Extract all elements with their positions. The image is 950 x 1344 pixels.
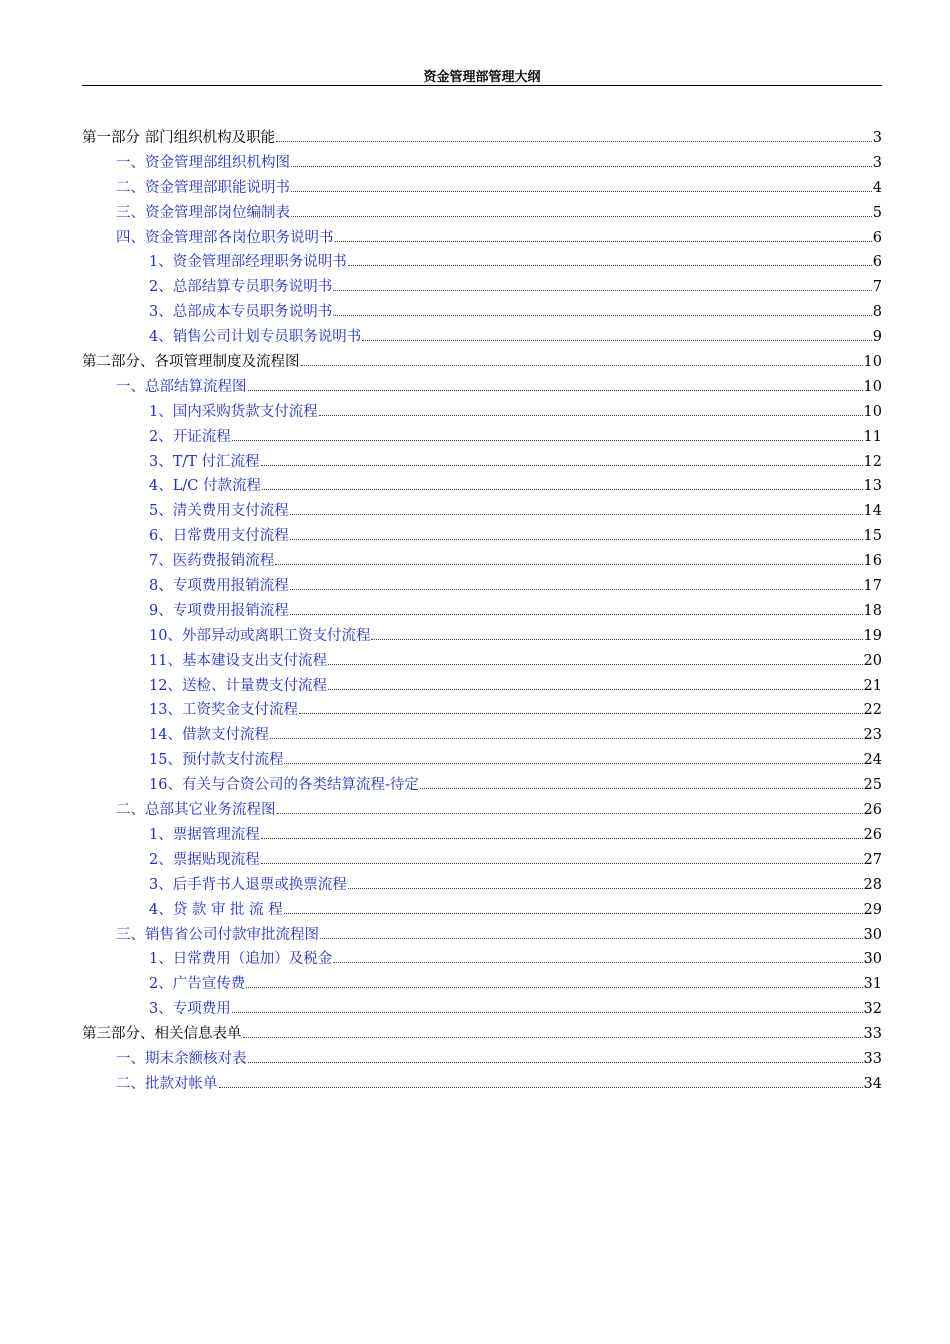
toc-entry[interactable] (82, 226, 882, 251)
toc-entry[interactable] (82, 1047, 882, 1072)
toc-entry[interactable] (82, 649, 882, 674)
table-of-contents (82, 126, 882, 1097)
toc-page-number: 11 (863, 428, 882, 445)
toc-entry-label: 四、资金管理部各岗位职务说明书 (116, 229, 334, 246)
toc-page-number: 10 (863, 403, 882, 420)
toc-page-number: 16 (863, 553, 882, 570)
toc-dot-leader (290, 514, 863, 515)
page-header-title: 资金管理部管理大纲 (423, 70, 541, 85)
toc-dot-leader (291, 191, 872, 192)
toc-entry[interactable] (82, 201, 882, 226)
header-divider (82, 85, 882, 86)
toc-page-number: 10 (863, 378, 882, 395)
toc-dot-leader (276, 141, 872, 142)
toc-page-number: 30 (863, 951, 882, 968)
toc-entry-label: 第一部分 部门组织机构及职能 (82, 130, 276, 146)
toc-entry-label: 第二部分、各项管理制度及流程图 (82, 354, 300, 371)
toc-dot-leader (248, 390, 863, 391)
toc-entry[interactable] (82, 997, 882, 1022)
toc-dot-leader (290, 614, 863, 615)
toc-entry[interactable] (82, 624, 882, 649)
toc-page-number: 31 (863, 976, 882, 993)
toc-dot-leader (319, 415, 863, 416)
toc-entry[interactable] (82, 325, 882, 350)
toc-dot-leader (262, 489, 863, 490)
toc-page-number: 6 (872, 254, 882, 271)
toc-entry[interactable] (82, 947, 882, 972)
toc-dot-leader (261, 863, 863, 864)
toc-entry-label: 3、后手背书人退票或换票流程 (149, 876, 347, 893)
toc-page-number: 34 (863, 1075, 882, 1092)
toc-entry[interactable] (82, 823, 882, 848)
toc-entry-label: 二、批款对帐单 (116, 1075, 218, 1092)
toc-dot-leader (333, 290, 872, 291)
toc-page-number: 26 (863, 802, 882, 819)
toc-page-number: 29 (863, 901, 882, 918)
toc-entry-label: 4、L/C 付款流程 (149, 478, 261, 495)
toc-entry-label: 一、资金管理部组织机构图 (116, 154, 290, 171)
toc-dot-leader (348, 888, 863, 889)
toc-entry-label: 二、资金管理部职能说明书 (116, 179, 290, 196)
toc-entry[interactable] (82, 250, 882, 275)
toc-entry-label: 16、有关与合资公司的各类结算流程-待定 (149, 777, 419, 794)
toc-entry-label: 2、广告宣传费 (149, 976, 246, 993)
toc-page-number: 26 (863, 826, 882, 843)
toc-entry-label: 14、借款支付流程 (149, 727, 269, 744)
toc-entry[interactable] (82, 698, 882, 723)
toc-entry-label: 15、预付款支付流程 (149, 752, 284, 769)
toc-entry[interactable] (82, 574, 882, 599)
toc-entry-label: 三、资金管理部岗位编制表 (116, 204, 290, 221)
toc-page-number: 25 (863, 777, 882, 794)
toc-entry-label: 3、T/T 付汇流程 (149, 453, 260, 470)
toc-dot-leader (371, 639, 862, 640)
toc-page-number: 28 (863, 876, 882, 893)
toc-entry-label: 一、总部结算流程图 (116, 378, 247, 395)
toc-entry[interactable] (82, 748, 882, 773)
toc-entry[interactable] (82, 524, 882, 549)
toc-dot-leader (328, 664, 863, 665)
toc-page-number: 17 (863, 578, 882, 595)
toc-dot-leader (420, 788, 863, 789)
toc-entry[interactable] (82, 549, 882, 574)
toc-entry[interactable] (82, 1022, 882, 1047)
toc-entry[interactable] (82, 499, 882, 524)
toc-dot-leader (219, 1087, 863, 1088)
toc-dot-leader (333, 315, 872, 316)
toc-entry-label: 2、总部结算专员职务说明书 (149, 279, 333, 296)
toc-dot-leader (348, 265, 872, 266)
toc-dot-leader (232, 440, 863, 441)
toc-entry[interactable] (82, 400, 882, 425)
toc-entry[interactable] (82, 798, 882, 823)
toc-entry-label: 12、送检、计量费支付流程 (149, 677, 327, 694)
toc-entry[interactable] (82, 450, 882, 475)
toc-dot-leader (290, 589, 863, 590)
toc-page-number: 7 (872, 279, 882, 296)
toc-page-number: 5 (872, 204, 882, 221)
toc-page-number: 22 (863, 702, 882, 719)
toc-entry-label: 一、期末余额核对表 (116, 1050, 247, 1067)
toc-entry-label: 第三部分、相关信息表单 (82, 1026, 242, 1043)
toc-entry[interactable] (82, 126, 882, 151)
toc-entry-label: 3、总部成本专员职务说明书 (149, 304, 333, 321)
toc-page-number: 24 (863, 752, 882, 769)
toc-entry-label: 二、总部其它业务流程图 (116, 802, 276, 819)
toc-entry-label: 2、票据贴现流程 (149, 851, 260, 868)
toc-page-number: 23 (863, 727, 882, 744)
toc-page-number: 27 (863, 851, 882, 868)
toc-page-number: 15 (863, 528, 882, 545)
toc-entry-label: 1、资金管理部经理职务说明书 (149, 254, 347, 271)
toc-dot-leader (291, 216, 872, 217)
toc-dot-leader (299, 713, 863, 714)
toc-page-number: 10 (863, 354, 882, 371)
toc-entry-label: 1、日常费用（追加）及税金 (149, 951, 333, 968)
toc-dot-leader (261, 838, 863, 839)
toc-entry-label: 1、国内采购货款支付流程 (149, 403, 318, 420)
toc-entry-label: 4、销售公司计划专员职务说明书 (149, 329, 362, 346)
toc-entry[interactable] (82, 350, 882, 375)
toc-page-number: 33 (863, 1026, 882, 1043)
toc-entry[interactable] (82, 375, 882, 400)
toc-entry-label: 1、票据管理流程 (149, 826, 260, 843)
toc-page-number: 20 (863, 652, 882, 669)
toc-page-number: 4 (872, 179, 882, 196)
toc-entry-label: 9、专项费用报销流程 (149, 602, 289, 619)
toc-dot-leader (248, 1062, 863, 1063)
toc-entry[interactable] (82, 972, 882, 997)
toc-dot-leader (291, 166, 872, 167)
toc-entry-label: 5、清关费用支付流程 (149, 503, 289, 520)
toc-entry[interactable] (82, 873, 882, 898)
toc-page-number: 30 (863, 926, 882, 943)
toc-entry[interactable] (82, 151, 882, 176)
toc-page-number: 9 (872, 329, 882, 346)
toc-dot-leader (320, 938, 863, 939)
toc-dot-leader (290, 539, 863, 540)
toc-entry[interactable] (82, 425, 882, 450)
toc-dot-leader (261, 465, 863, 466)
toc-dot-leader (246, 987, 862, 988)
toc-page-number: 8 (872, 304, 882, 321)
toc-entry[interactable] (82, 300, 882, 325)
toc-page-number: 18 (863, 602, 882, 619)
toc-dot-leader (275, 564, 862, 565)
toc-entry[interactable] (82, 599, 882, 624)
toc-page-number: 13 (863, 478, 882, 495)
toc-dot-leader (301, 365, 863, 366)
toc-entry[interactable] (82, 474, 882, 499)
toc-entry[interactable] (82, 773, 882, 798)
toc-entry-label: 3、专项费用 (149, 1001, 231, 1018)
toc-dot-leader (335, 241, 872, 242)
toc-entry-label: 7、医药费报销流程 (149, 553, 275, 570)
toc-dot-leader (362, 340, 872, 341)
toc-page-number: 21 (863, 677, 882, 694)
toc-page-number: 3 (872, 154, 882, 171)
toc-page-number: 6 (872, 229, 882, 246)
toc-entry-label: 三、销售省公司付款审批流程图 (116, 926, 319, 943)
toc-entry-label: 13、工资奖金支付流程 (149, 702, 298, 719)
toc-page-number: 14 (863, 503, 882, 520)
toc-entry[interactable] (82, 674, 882, 699)
toc-dot-leader (284, 763, 862, 764)
toc-entry-label: 11、基本建设支出支付流程 (149, 652, 327, 669)
toc-entry[interactable] (82, 898, 882, 923)
toc-dot-leader (328, 689, 863, 690)
toc-page-number: 19 (863, 627, 882, 644)
toc-entry-label: 4、贷 款 审 批 流 程 (149, 901, 283, 918)
toc-dot-leader (243, 1037, 863, 1038)
toc-entry[interactable] (82, 176, 882, 201)
toc-page-number: 33 (863, 1050, 882, 1067)
toc-entry[interactable] (82, 1072, 882, 1097)
toc-page-number: 32 (863, 1001, 882, 1018)
toc-dot-leader (270, 738, 863, 739)
toc-dot-leader (333, 962, 862, 963)
toc-dot-leader (232, 1012, 863, 1013)
toc-entry[interactable] (82, 723, 882, 748)
toc-entry-label: 8、专项费用报销流程 (149, 578, 289, 595)
toc-entry-label: 2、开证流程 (149, 428, 231, 445)
toc-entry[interactable] (82, 275, 882, 300)
toc-entry-label: 10、外部异动或离职工资支付流程 (149, 627, 371, 644)
toc-dot-leader (277, 813, 863, 814)
toc-entry[interactable] (82, 848, 882, 873)
toc-page-number: 3 (872, 130, 882, 146)
toc-entry-label: 6、日常费用支付流程 (149, 528, 289, 545)
toc-entry[interactable] (82, 923, 882, 948)
toc-dot-leader (284, 913, 863, 914)
toc-page-number: 12 (863, 453, 882, 470)
